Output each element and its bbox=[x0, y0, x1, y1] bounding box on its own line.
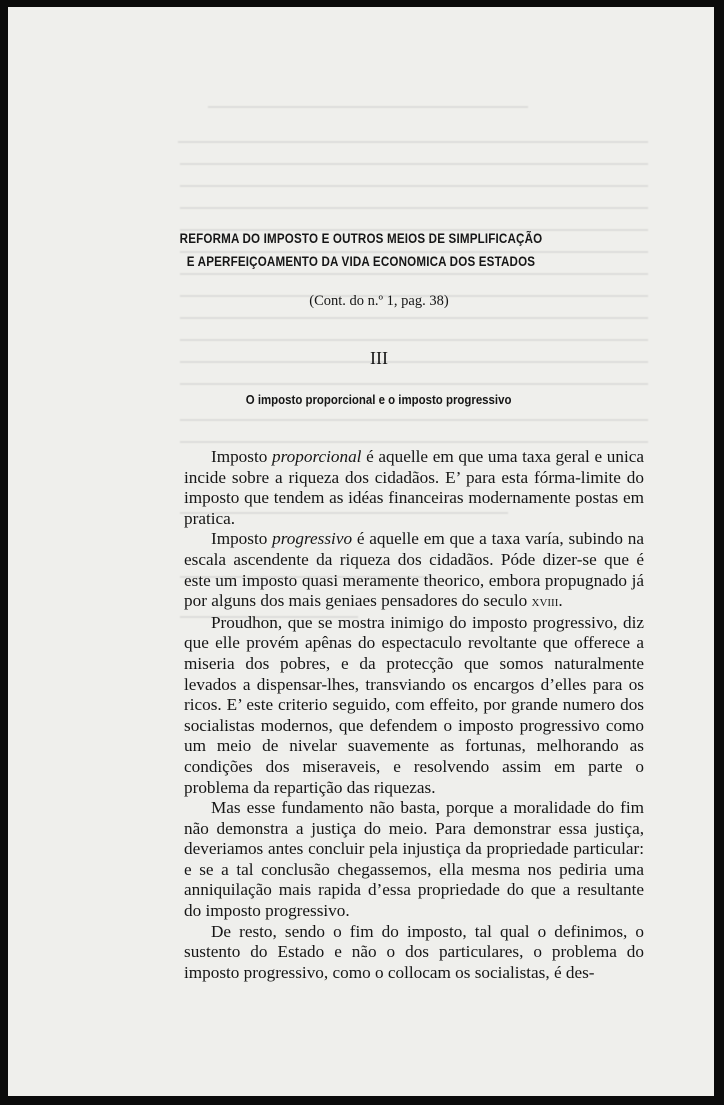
paragraph-2-start: Imposto bbox=[211, 529, 273, 549]
paragraph-5: De resto, sendo o fim do imposto, tal qual o definimos, o sustento do Estado e não o dos particulares, o problema do imposto progressivo, como o collocam os socialistas, é des- bbox=[184, 921, 644, 982]
article-body bbox=[184, 447, 644, 983]
paragraph-1-rest: é aquelle em que uma taxa geral e unica incide sobre a riqueza dos cidadãos. E’ para esta fórma-limite do imposto que tendem as idéas financeiras modernamente postas em pratica. bbox=[184, 447, 644, 528]
term-proporcional: proporcional bbox=[272, 447, 362, 466]
paragraph-1-start: Imposto bbox=[211, 447, 273, 466]
paragraph-2-end: . bbox=[558, 591, 563, 611]
section-number: III bbox=[370, 348, 388, 368]
paragraph-1 bbox=[184, 447, 644, 529]
section-title: O imposto proporcional e o imposto progressivo bbox=[245, 392, 512, 407]
article-title-line-2: E APERFEIÇOAMENTO DA VIDA ECONOMICA DOS ESTADOS bbox=[186, 254, 536, 269]
document-page bbox=[8, 7, 714, 1096]
paragraph-3: Proudhon, que se mostra inimigo do imposto progressivo, diz que elle provém apênas do espectaculo revoltante que offerece a miseria dos pobres, e da protecção que somos naturalmente levados a dispensar-lhes, transviando os encargos d’elles para os ricos. E’ este criterio seguido, com effeito, por grande numero dos socialistas modernos, que defendem o imposto progressivo como um meio de nivelar suavemente as fortunas, melhorando as condições dos miseraveis, e resolvendo assim em parte o problema da repartição das riquezas. bbox=[184, 612, 644, 797]
paragraph-4: Mas esse fundamento não basta, porque a moralidade do fim não demonstra a justiça do meio. Para demonstrar essa justiça, deveriamos antes concluir pela injustiça da propriedade particular: e se a tal conclusão chegassemos, ella mesma nos pediria uma anniquilação mais rapida d’essa propriedade do que a resultante do imposto progressivo. bbox=[184, 798, 644, 921]
paragraph-2-rest: é aquelle em que a taxa varía, subindo na escala ascendente da riqueza dos cidadãos. Póde dizer-se que é este um imposto quasi meramente theorico, embora propugnado já por alguns dos mais geniaes pensadores do seculo bbox=[184, 529, 644, 611]
continuation-note: (Cont. do n.º 1, pag. 38) bbox=[309, 293, 449, 309]
paragraph-2 bbox=[184, 529, 644, 612]
term-progressivo: progressivo bbox=[272, 529, 353, 549]
century-numeral: xviii bbox=[531, 594, 559, 611]
article-title-line-1: REFORMA DO IMPOSTO E OUTROS MEIOS DE SIMPLIFICAÇÃO bbox=[179, 231, 543, 246]
